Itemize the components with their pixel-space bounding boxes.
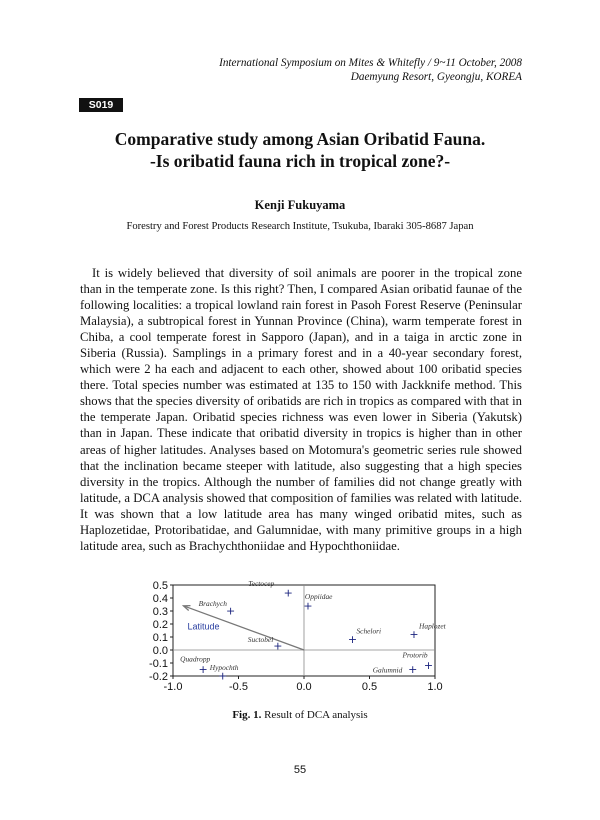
- data-point-label: Quadropp: [180, 654, 211, 664]
- y-tick-label: 0.4: [152, 593, 168, 605]
- data-point-label: Brachych: [198, 599, 227, 608]
- latitude-vector-label: Latitude: [187, 621, 220, 632]
- dca-scatter-chart: [138, 580, 448, 692]
- data-point-label: Suctobel: [247, 635, 274, 645]
- data-point-marker: +: [218, 669, 228, 683]
- x-tick-label: -1.0: [163, 681, 183, 692]
- conference-header: [219, 56, 522, 84]
- y-tick-label: 0.1: [152, 632, 168, 644]
- data-point-marker: +: [423, 659, 434, 673]
- y-tick-label: 0.2: [152, 619, 168, 631]
- x-tick-label: -0.5: [229, 681, 248, 692]
- data-point-label: Schelori: [356, 626, 382, 636]
- data-point-marker: +: [273, 639, 283, 653]
- conference-name: International Symposium on Mites & Whitefly / 9~11 October, 2008: [219, 57, 522, 69]
- title-line-2: -Is oribatid fauna rich in tropical zone?-: [149, 151, 451, 171]
- y-tick-label: 0.5: [152, 580, 168, 592]
- figure-caption-text: Result of DCA analysis: [261, 709, 368, 721]
- data-point-marker: +: [409, 627, 419, 641]
- data-point-marker: +: [198, 663, 208, 676]
- data-point-label: Hypochth: [209, 663, 239, 672]
- x-tick-label: 0.0: [296, 681, 312, 692]
- data-point-marker: +: [408, 663, 418, 676]
- figure-caption-label: Fig. 1.: [232, 709, 262, 721]
- data-point-marker: +: [303, 599, 313, 613]
- data-point-marker: +: [283, 586, 293, 600]
- x-tick-label: 1.0: [427, 681, 443, 692]
- data-point-marker: +: [347, 633, 358, 647]
- data-point-marker: +: [226, 604, 236, 618]
- data-point-label: Protorib: [402, 650, 428, 660]
- abstract-text: It is widely believed that diversity of soil animals are poorer in the tropical zone than in the temperate zone. Is this right? Then, I compared Asian oribatid faunae of the following localities: a tropical lowland rain forest in Pasoh Forest Reserve (Peninsular Malaysia), a subtropical forest in Yunnan Province (China), warm temperate forest in Chiba, a cool temperate forest in Sapporo (Japan), and in a taiga in arctic zone in Siberia (Russia). Samplings in a primary forest and in a 40-year secondary forest, which were 2 ha each and adjacent to each other, showed about 100 oribatid species there. Total species number was estimated at 135 to 150 with Jackknife method. This shows that the species diversity of oribatids are rich in tropics as compared with that in the temperate Japan. Oribatid species richness was even lower in Siberia (Yakutsk) than in Japan. These indicate that oribatid diversity in tropics is higher than in other areas of higher latitudes. Analyses based on Motomura's geometric series rule showed that the inclination became steeper with latitude, also suggesting that a high species diversity in the tropics. Although the number of families did not change greatly with latitude, a DCA analysis showed that composition of families was related with latitude. It was shown that a low latitude area has many winged oribatid mites, such as Haplozetidae, Protoribatidae, and Galumnidae, with many primitive groups in a high latitude area, such as Brachychthoniidae and Hypochthoniidae.: [80, 266, 522, 553]
- data-point-label: Oppiidae: [304, 591, 333, 601]
- paper-title: [0, 128, 600, 172]
- title-line-1: Comparative study among Asian Oribatid Fauna.: [114, 129, 486, 149]
- y-tick-label: 0.3: [152, 606, 168, 618]
- dca-figure: [138, 580, 448, 692]
- y-tick-label: -0.2: [149, 671, 168, 683]
- author-affiliation: Forestry and Forest Products Research Institute, Tsukuba, Ibaraki 305-8687 Japan: [126, 221, 474, 232]
- y-tick-label: -0.1: [149, 658, 168, 670]
- author-name: Kenji Fukuyama: [254, 198, 346, 212]
- y-tick-label: 0.0: [152, 645, 168, 657]
- data-point-label: Tectocep: [248, 580, 275, 588]
- data-point-label: Haplozet: [419, 621, 446, 631]
- data-point-label: Galumnid: [372, 665, 403, 675]
- figure-caption: [0, 709, 600, 721]
- abstract-code-badge: S019: [79, 98, 123, 112]
- x-tick-label: 0.5: [361, 681, 378, 692]
- conference-venue: Daemyung Resort, Gyeongju, KOREA: [350, 71, 522, 83]
- page-number: 55: [293, 764, 307, 776]
